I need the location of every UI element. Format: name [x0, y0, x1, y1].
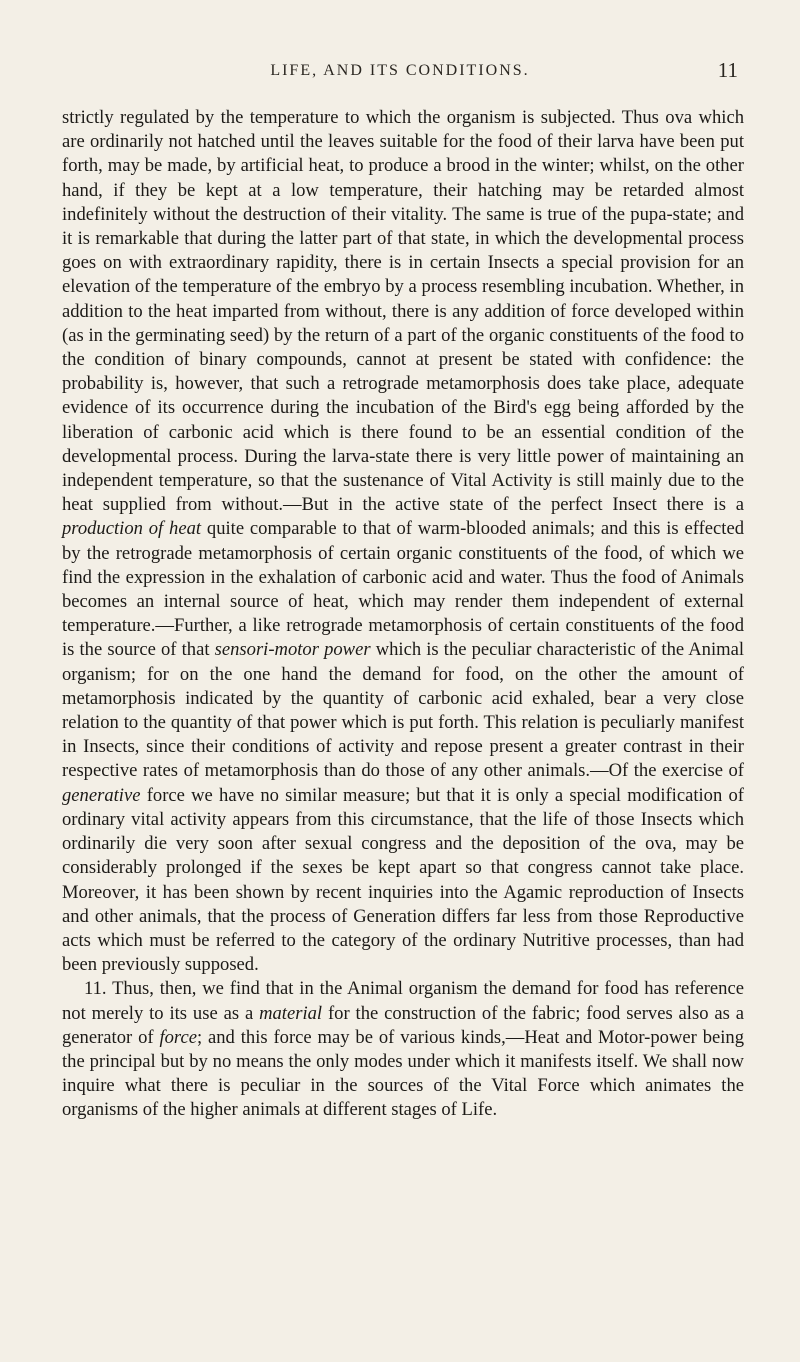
text-run: quite comparable to that of warm-blooded animals; and this is effected by the retrograde metamorphosis of certain organic constituents of the food, of which we find the expression in the exhalation of carbonic acid and water. Thus the food of Animals becomes an internal source of heat, which may render them independent of external temperature.—Further, a like retrograde metamorphosis of certain constituents of the food is the source of that: [62, 518, 745, 661]
emphasis-production-of-heat: production of heat: [62, 518, 202, 540]
text-run: for the construction of the fabric; food serves also as a generator of: [62, 1002, 744, 1048]
text-run: 11. Thus, then, we find that in the Animal organism the demand for food has reference not merely to its use as a: [62, 978, 744, 1024]
running-head: [0, 58, 800, 86]
running-title: LIFE, AND ITS CONDITIONS.: [270, 62, 530, 79]
emphasis-material: material: [259, 1002, 323, 1024]
text-run: strictly regulated by the temperature to which the organism is subjected. Thus ova which are ordinarily not hatched until the leaves suitable for the food of their larva have been put forth, may be made, by artificial heat, to produce a brood in the winter; whilst, on the other hand, if they be kept at a low temperature, their hatching may be retarded almost indefinitely without the destruction of their vitality. The same is true of the pupa-state; and it is remarkable that during the latter part of that state, in which the developmental process goes on with extraordinary rapidity, there is in certain Insects a special provision for an elevation of the temperature of the embryo by a process resembling incubation. Whether, in addition to the heat imparted from without, there is any addition of force developed within (as in the germinating seed) by the return of a part of the organic constituents of the food to the condition of binary compounds, cannot at present be stated with confidence: the probability is, however, that such a retrograde metamorphosis does take place, adequate evidence of its occurrence during the incubation of the Bird's egg being afforded by the liberation of carbonic acid which is there found to be an essential condition of the developmental process. During the larva-state there is very little power of maintaining an independent temperature, so that the sustenance of Vital Activity is still mainly due to the heat supplied from without.—But in the active state of the perfect Insect there is a: [62, 107, 744, 516]
text-run: which is the peculiar characteristic of the Animal organism; for on the one hand the demand for food, on the other the amount of metamorphosis indicated by the quantity of carbonic acid exhaled, bear a very close relation to the quantity of that power which is put forth. This relation is peculiarly manifest in Insects, since their conditions of activity and repose present a greater contrast in their respective rates of metamorphosis than do those of any other animals.—Of the exercise of: [62, 639, 745, 782]
text-run: ; and this force may be of various kinds,—Heat and Motor-power being the principal but by no means the only modes under which it manifests itself. We shall now inquire what there is peculiar in the sources of the Vital Force which animates the organisms of the higher animals at different stages of Life.: [62, 1026, 745, 1121]
page-number: 11: [717, 58, 738, 82]
emphasis-sensori-motor-power: sensori-motor power: [214, 639, 371, 661]
paragraph-continued: [62, 106, 744, 977]
emphasis-generative: generative: [62, 784, 141, 806]
paragraph-11: [62, 977, 744, 1122]
body-text: [62, 106, 744, 1123]
emphasis-force: force: [159, 1026, 197, 1048]
text-run: force we have no similar measure; but that it is only a special modification of ordinary vital activity appears from this circumstance, that the life of those Insects which ordinarily die very soon after sexual congress and the deposition of the ova, may be considerably prolonged if the sexes be kept apart so that congress cannot take place. Moreover, it has been shown by recent inquiries into the Agamic reproduction of Insects and other animals, that the process of Generation differs far less from those Reproductive acts which must be referred to the category of the ordinary Nutritive processes, than had been previously supposed.: [62, 784, 744, 976]
